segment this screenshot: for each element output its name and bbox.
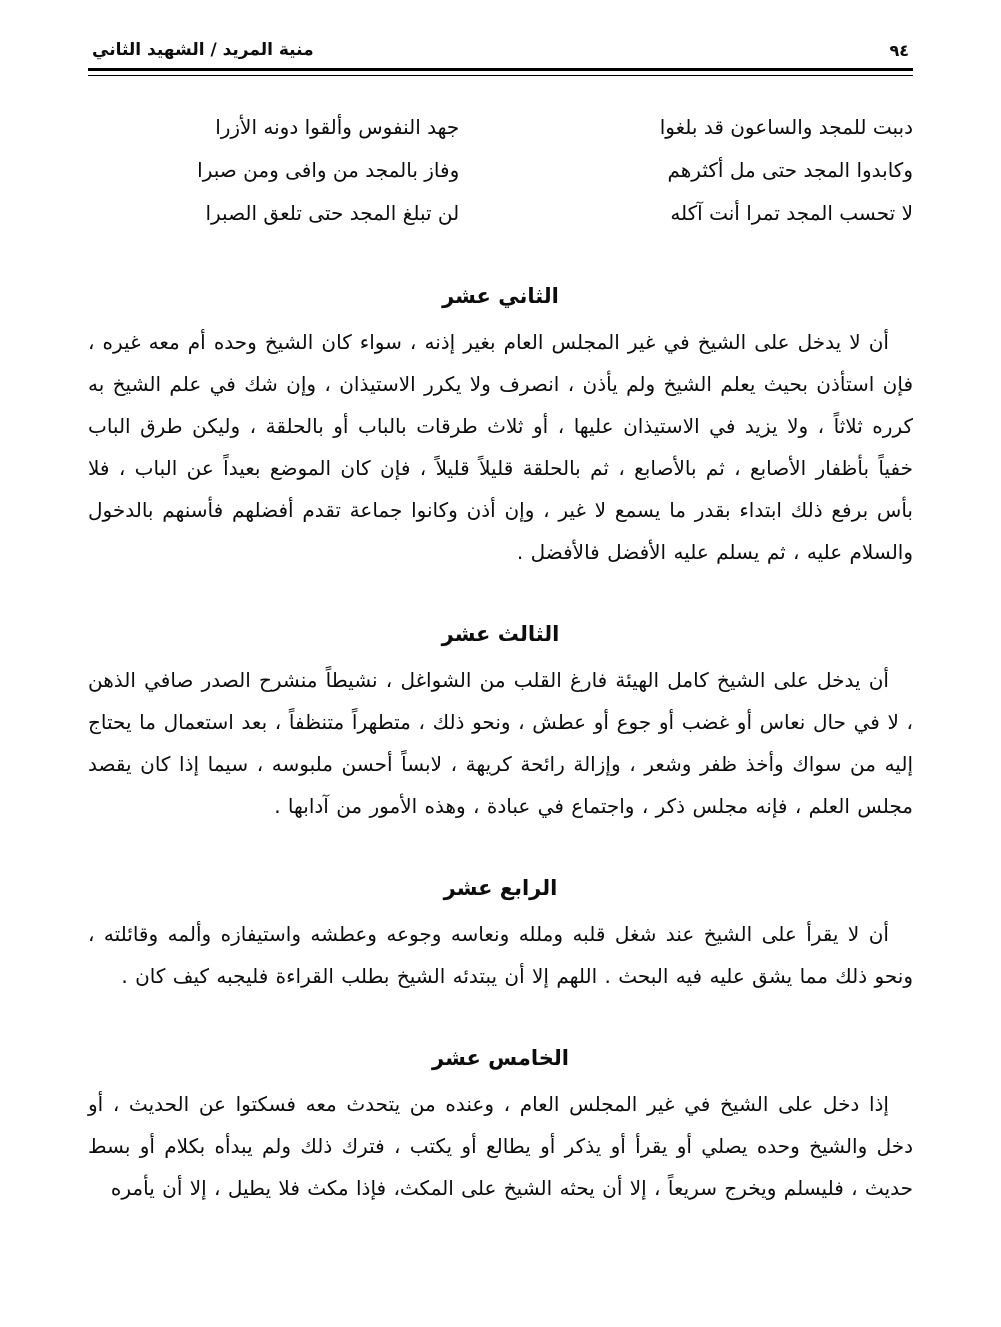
poem-hemistich-first: دببت للمجد والساعون قد بلغوا xyxy=(659,115,913,139)
poem-line xyxy=(88,106,913,149)
section-body: أن لا يقرأ على الشيخ عند شغل قلبه وملله ونعاسه وجوعه وعطشه واستيفازه وألمه وقائلته ، ونحو ذلك مما يشق عليه فيه البحث . اللهم إلا أن يبتدئه الشيخ بطلب القراءة فليجبه كيف كان . xyxy=(88,922,913,988)
header-divider-rule xyxy=(88,68,913,76)
section-fifteenth xyxy=(88,1043,913,1209)
page-number: ٩٤ xyxy=(889,41,909,60)
poem-line xyxy=(88,192,913,235)
poem-hemistich-second: لن تبلغ المجد حتى تلعق الصبرا xyxy=(205,201,460,225)
section-body: أن لا يدخل على الشيخ في غير المجلس العام بغير إذنه ، سواء كان الشيخ وحده أم معه غيره ، فإن استأذن بحيث يعلم الشيخ ولم يأذن ، انصرف ولا يكرر الاستيذان ، وإن شك في علم الشيخ به كرره ثلاثاً ، ولا يزيد في الاستيذان عليها ، أو ثلاث طرقات بالباب أو بالحلقة ، وليكن طرق الباب خفياً بأظفار الأصابع ، ثم بالأصابع ، ثم بالحلقة قليلاً قليلاً ، فإن كان الموضع بعيداً عن الباب ، فلا بأس برفع ذلك ابتداء بقدر ما يسمع لا غير ، وإن أذن وكانوا جماعة تقدم أفضلهم فأسنهم بالدخول والسلام عليه ، ثم يسلم عليه الأفضل فالأفضل . xyxy=(88,330,913,564)
page-header xyxy=(88,30,913,68)
section-thirteenth xyxy=(88,619,913,827)
poem-line xyxy=(88,149,913,192)
section-heading: الخامس عشر xyxy=(432,1046,569,1070)
poem-block xyxy=(88,106,913,235)
section-body: أن يدخل على الشيخ كامل الهيئة فارغ القلب من الشواغل ، نشيطاً منشرح الصدر صافي الذهن ، لا في حال نعاس أو غضب أو جوع أو عطش ، ونحو ذلك ، متطهراً متنظفاً ، بعد استعمال ما يحتاج إليه من سواك وأخذ ظفر وشعر ، وإزالة رائحة كريهة ، لابساً أحسن ملبوسه ، سيما إذا كان يقصد مجلس العلم ، فإنه مجلس ذكر ، واجتماع في عبادة ، وهذه الأمور من آدابها . xyxy=(88,668,913,818)
poem-hemistich-second: جهد النفوس وألقوا دونه الأزرا xyxy=(215,115,460,139)
section-heading: الثالث عشر xyxy=(441,622,560,646)
section-fourteenth xyxy=(88,873,913,997)
poem-hemistich-first: وكابدوا المجد حتى مل أكثرهم xyxy=(667,158,913,182)
section-twelfth xyxy=(88,281,913,573)
section-heading: الرابع عشر xyxy=(443,876,558,900)
poem-hemistich-second: وفاز بالمجد من وافى ومن صبرا xyxy=(197,158,460,182)
section-heading: الثاني عشر xyxy=(442,284,559,308)
section-body: إذا دخل على الشيخ في غير المجلس العام ، وعنده من يتحدث معه فسكتوا عن الحديث ، أو دخل والشيخ وحده يصلي أو يقرأ أو يذكر أو يطالع أو يكتب ، فترك ذلك ولم يبدأه بكلام أو بسط حديث ، فليسلم ويخرج سريعاً ، إلا أن يحثه الشيخ على المكث، فإذا مكث فلا يطيل ، إلا أن يأمره xyxy=(88,1092,913,1200)
book-title: منية المريد / الشهيد الثاني xyxy=(92,40,314,60)
poem-hemistich-first: لا تحسب المجد تمرا أنت آكله xyxy=(670,201,913,225)
